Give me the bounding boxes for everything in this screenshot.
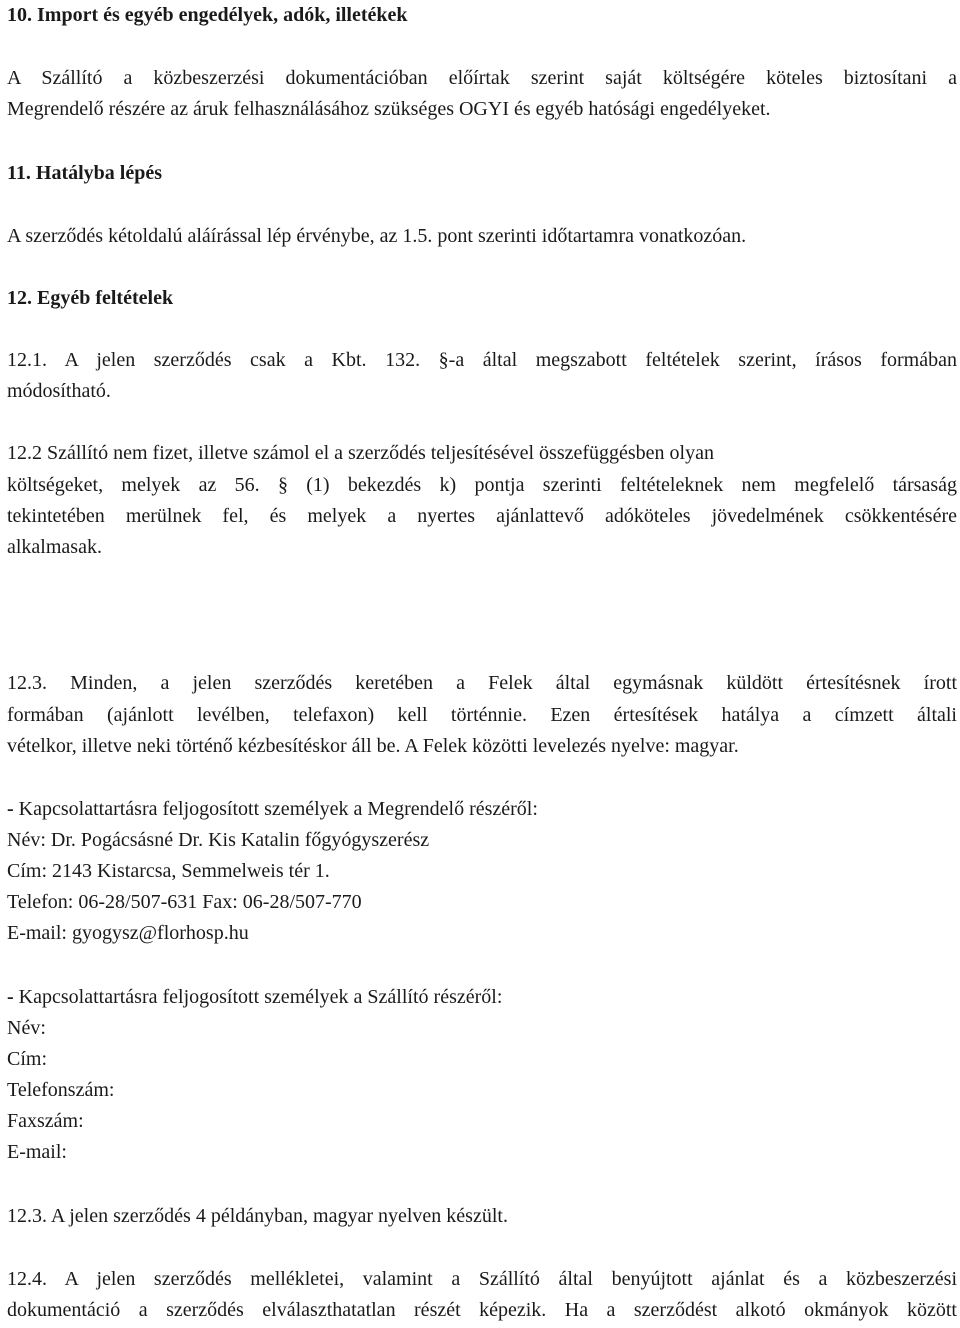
customer-contact-address: Cím: 2143 Kistarcsa, Semmelweis tér 1. [7,860,330,882]
customer-contact-email: E-mail: gyogysz@florhosp.hu [7,922,249,944]
section-10-text-line-1: A Szállító a közbeszerzési dokumentációban előírtak szerint saját költségére köteles biztosítani a [7,67,957,89]
supplier-contact-name-label: Név: [7,1017,46,1039]
section-11-heading: 11. Hatályba lépés [7,162,163,184]
customer-contacts-dash: - [7,798,14,820]
paragraph-12-4-line-2: dokumentáció a szerződés elválaszthatatlan részét képezik. Ha a szerződést alkotó okmányok között [7,1299,957,1321]
customer-contact-name: Név: Dr. Pogácsásné Dr. Kis Katalin főgyógyszerész [7,829,430,851]
customer-contact-phone-fax: Telefon: 06-28/507-631 Fax: 06-28/507-770 [7,891,362,913]
supplier-contact-fax-label: Faxszám: [7,1110,84,1132]
customer-contacts-heading [7,797,538,821]
supplier-contact-email-label: E-mail: [7,1141,67,1163]
paragraph-12-1-line-1: 12.1. A jelen szerződés csak a Kbt. 132. §-a által megszabott feltételek szerint, írásos formában [7,349,957,371]
paragraph-12-3-copies: 12.3. A jelen szerződés 4 példányban, magyar nyelven készült. [7,1205,508,1227]
supplier-contacts-dash: - [7,986,14,1008]
paragraph-12-2-line-1: 12.2 Szállító nem fizet, illetve számol el a szerződés teljesítésével összefüggésben olyan [7,442,714,464]
paragraph-12-2-line-4: alkalmasak. [7,536,102,558]
paragraph-12-3-notices-line-2: formában (ajánlott levélben, telefaxon) kell történnie. Ezen értesítések hatálya a címzett általi [7,704,957,726]
paragraph-12-1-line-2: módosítható. [7,380,111,402]
customer-contacts-heading-text: Kapcsolattartásra feljogosított személyek a Megrendelő részéről: [13,798,538,820]
paragraph-12-4-line-1: 12.4. A jelen szerződés mellékletei, valamint a Szállító által benyújtott ajánlat és a közbeszerzési [7,1268,957,1290]
paragraph-12-2-line-3: tekintetében merülnek fel, és melyek a nyertes ajánlattevő adóköteles jövedelmének csökkentésére [7,505,957,527]
paragraph-12-3-notices-line-3: vételkor, illetve neki történő kézbesítéskor áll be. A Felek közötti levelezés nyelve: magyar. [7,735,739,757]
section-12-heading: 12. Egyéb feltételek [7,287,174,309]
paragraph-12-2-line-2: költségeket, melyek az 56. § (1) bekezdés k) pontja szerinti feltételeknek nem megfelelő társaság [7,474,957,496]
supplier-contact-phone-label: Telefonszám: [7,1079,115,1101]
section-10-heading: 10. Import és egyéb engedélyek, adók, illetékek [7,4,408,26]
section-10-text-line-2: Megrendelő részére az áruk felhasználásához szükséges OGYI és egyéb hatósági engedélyeket. [7,98,771,120]
supplier-contacts-heading-text: Kapcsolattartásra feljogosított személyek a Szállító részéről: [13,986,503,1008]
supplier-contact-address-label: Cím: [7,1048,48,1070]
supplier-contacts-heading [7,985,502,1009]
paragraph-12-3-notices-line-1: 12.3. Minden, a jelen szerződés keretében a Felek által egymásnak küldött értesítésnek írott [7,672,957,694]
section-11-text: A szerződés kétoldalú aláírással lép érvénybe, az 1.5. pont szerinti időtartamra vonatkozóan. [7,225,747,247]
